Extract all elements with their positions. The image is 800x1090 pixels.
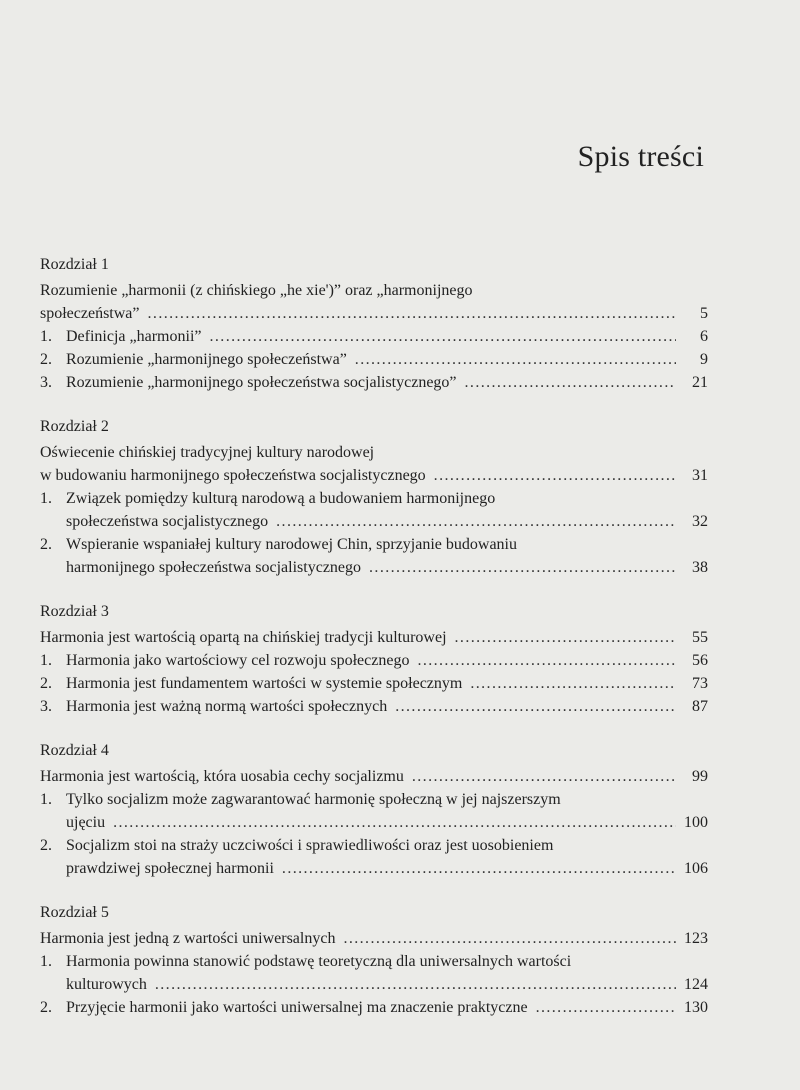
chapter-section	[40, 601, 708, 718]
page-number: 124	[684, 976, 708, 993]
dot-leader	[148, 302, 676, 325]
table-of-contents	[40, 254, 708, 1041]
item-number: 3.	[40, 698, 52, 715]
item-number: 1.	[40, 652, 52, 669]
toc-item-line	[40, 487, 708, 510]
toc-item-entry	[40, 556, 708, 579]
page-number: 38	[692, 559, 708, 576]
page-number: 99	[692, 768, 708, 785]
page-number: 100	[684, 814, 708, 831]
toc-item-entry	[40, 973, 708, 996]
page-number: 123	[684, 930, 708, 947]
toc-item-entry	[40, 510, 708, 533]
toc-item-entry	[40, 672, 708, 695]
toc-item-entry	[40, 649, 708, 672]
page-number: 9	[700, 351, 708, 368]
chapter-title-line: Rozumienie „harmonii (z chińskiego „he xie')” oraz „harmonijnego	[40, 282, 473, 299]
toc-item-line	[40, 834, 708, 857]
chapter-section	[40, 254, 708, 394]
toc-item-entry	[40, 371, 708, 394]
page-number: 32	[692, 513, 708, 530]
item-number: 2.	[40, 675, 52, 692]
chapter-title-text: Harmonia jest wartością opartą na chińskiej tradycji kulturowej	[40, 629, 447, 646]
toc-item-entry	[40, 811, 708, 834]
chapter-title-text: w budowaniu harmonijnego społeczeństwa socjalistycznego	[40, 467, 426, 484]
chapter-label: Rozdział 5	[40, 904, 109, 921]
dot-leader	[369, 556, 676, 579]
item-text-line: Związek pomiędzy kulturą narodową a budowaniem harmonijnego	[66, 490, 496, 507]
dot-leader	[355, 348, 676, 371]
item-text: Harmonia jest fundamentem wartości w systemie społecznym	[66, 675, 463, 692]
item-text: Rozumienie „harmonijnego społeczeństwa socjalistycznego”	[66, 374, 457, 391]
item-text: kulturowych	[66, 976, 147, 993]
item-text: harmonijnego społeczeństwa socjalistycznego	[66, 559, 362, 576]
dot-leader	[155, 973, 676, 996]
item-text: prawdziwej społecznej harmonii	[66, 860, 274, 877]
dot-leader	[455, 626, 676, 649]
chapter-label: Rozdział 3	[40, 603, 109, 620]
chapter-title-line: Oświecenie chińskiej tradycyjnej kultury narodowej	[40, 444, 375, 461]
dot-leader	[417, 649, 676, 672]
page-number: 130	[684, 999, 708, 1016]
page-number: 55	[692, 629, 708, 646]
page-number: 21	[692, 374, 708, 391]
toc-item-line	[40, 533, 708, 556]
toc-item-entry	[40, 857, 708, 880]
item-text-line: Tylko socjalizm może zagwarantować harmonię społeczną w jej najszerszym	[66, 791, 561, 808]
item-text-line: Wspieranie wspaniałej kultury narodowej Chin, sprzyjanie budowaniu	[66, 536, 517, 553]
item-number: 2.	[40, 536, 52, 553]
page-number: 31	[692, 467, 708, 484]
chapter-section	[40, 740, 708, 880]
dot-leader	[395, 695, 676, 718]
page-number: 73	[692, 675, 708, 692]
toc-item-entry	[40, 695, 708, 718]
chapter-section	[40, 902, 708, 1019]
dot-leader	[536, 996, 676, 1019]
item-text: Przyjęcie harmonii jako wartości uniwersalnej ma znaczenie praktyczne	[66, 999, 528, 1016]
toc-item-line	[40, 950, 708, 973]
page-number: 5	[700, 305, 708, 322]
dot-leader	[343, 927, 676, 950]
chapter-label: Rozdział 4	[40, 742, 109, 759]
chapter-title-entry	[40, 927, 708, 950]
item-text-line: Socjalizm stoi na straży uczciwości i sprawiedliwości oraz jest uosobieniem	[66, 837, 554, 854]
item-number: 1.	[40, 490, 52, 507]
page-number: 56	[692, 652, 708, 669]
item-number: 2.	[40, 837, 52, 854]
item-number: 3.	[40, 374, 52, 391]
chapter-label: Rozdział 1	[40, 256, 109, 273]
item-text: społeczeństwa socjalistycznego	[66, 513, 269, 530]
item-text: Definicja „harmonii”	[66, 328, 202, 345]
chapter-title-entry	[40, 464, 708, 487]
item-text: Harmonia jest ważną normą wartości społecznych	[66, 698, 388, 715]
toc-item-entry	[40, 348, 708, 371]
item-text-line: Harmonia powinna stanowić podstawę teoretyczną dla uniwersalnych wartości	[66, 953, 572, 970]
chapter-title-entry	[40, 765, 708, 788]
chapter-section	[40, 416, 708, 579]
item-number: 2.	[40, 999, 52, 1016]
chapter-title-entry	[40, 626, 708, 649]
page-title: Spis treści	[577, 140, 704, 173]
item-number: 1.	[40, 791, 52, 808]
dot-leader	[412, 765, 676, 788]
chapter-title-entry	[40, 302, 708, 325]
item-text: Rozumienie „harmonijnego społeczeństwa”	[66, 351, 347, 368]
item-text: ujęciu	[66, 814, 106, 831]
item-number: 1.	[40, 328, 52, 345]
page-number: 6	[700, 328, 708, 345]
chapter-title-text: Harmonia jest jedną z wartości uniwersalnych	[40, 930, 336, 947]
dot-leader	[434, 464, 676, 487]
dot-leader	[282, 857, 676, 880]
chapter-label: Rozdział 2	[40, 418, 109, 435]
toc-item-entry	[40, 325, 708, 348]
dot-leader	[113, 811, 676, 834]
dot-leader	[276, 510, 676, 533]
chapter-title-text: społeczeństwa”	[40, 305, 140, 322]
dot-leader	[470, 672, 676, 695]
chapter-title-text: Harmonia jest wartością, która uosabia cechy socjalizmu	[40, 768, 404, 785]
dot-leader	[465, 371, 676, 394]
page-number: 106	[684, 860, 708, 877]
item-number: 2.	[40, 351, 52, 368]
page-number: 87	[692, 698, 708, 715]
item-number: 1.	[40, 953, 52, 970]
toc-item-entry	[40, 996, 708, 1019]
toc-item-line	[40, 788, 708, 811]
dot-leader	[210, 325, 677, 348]
item-text: Harmonia jako wartościowy cel rozwoju społecznego	[66, 652, 410, 669]
